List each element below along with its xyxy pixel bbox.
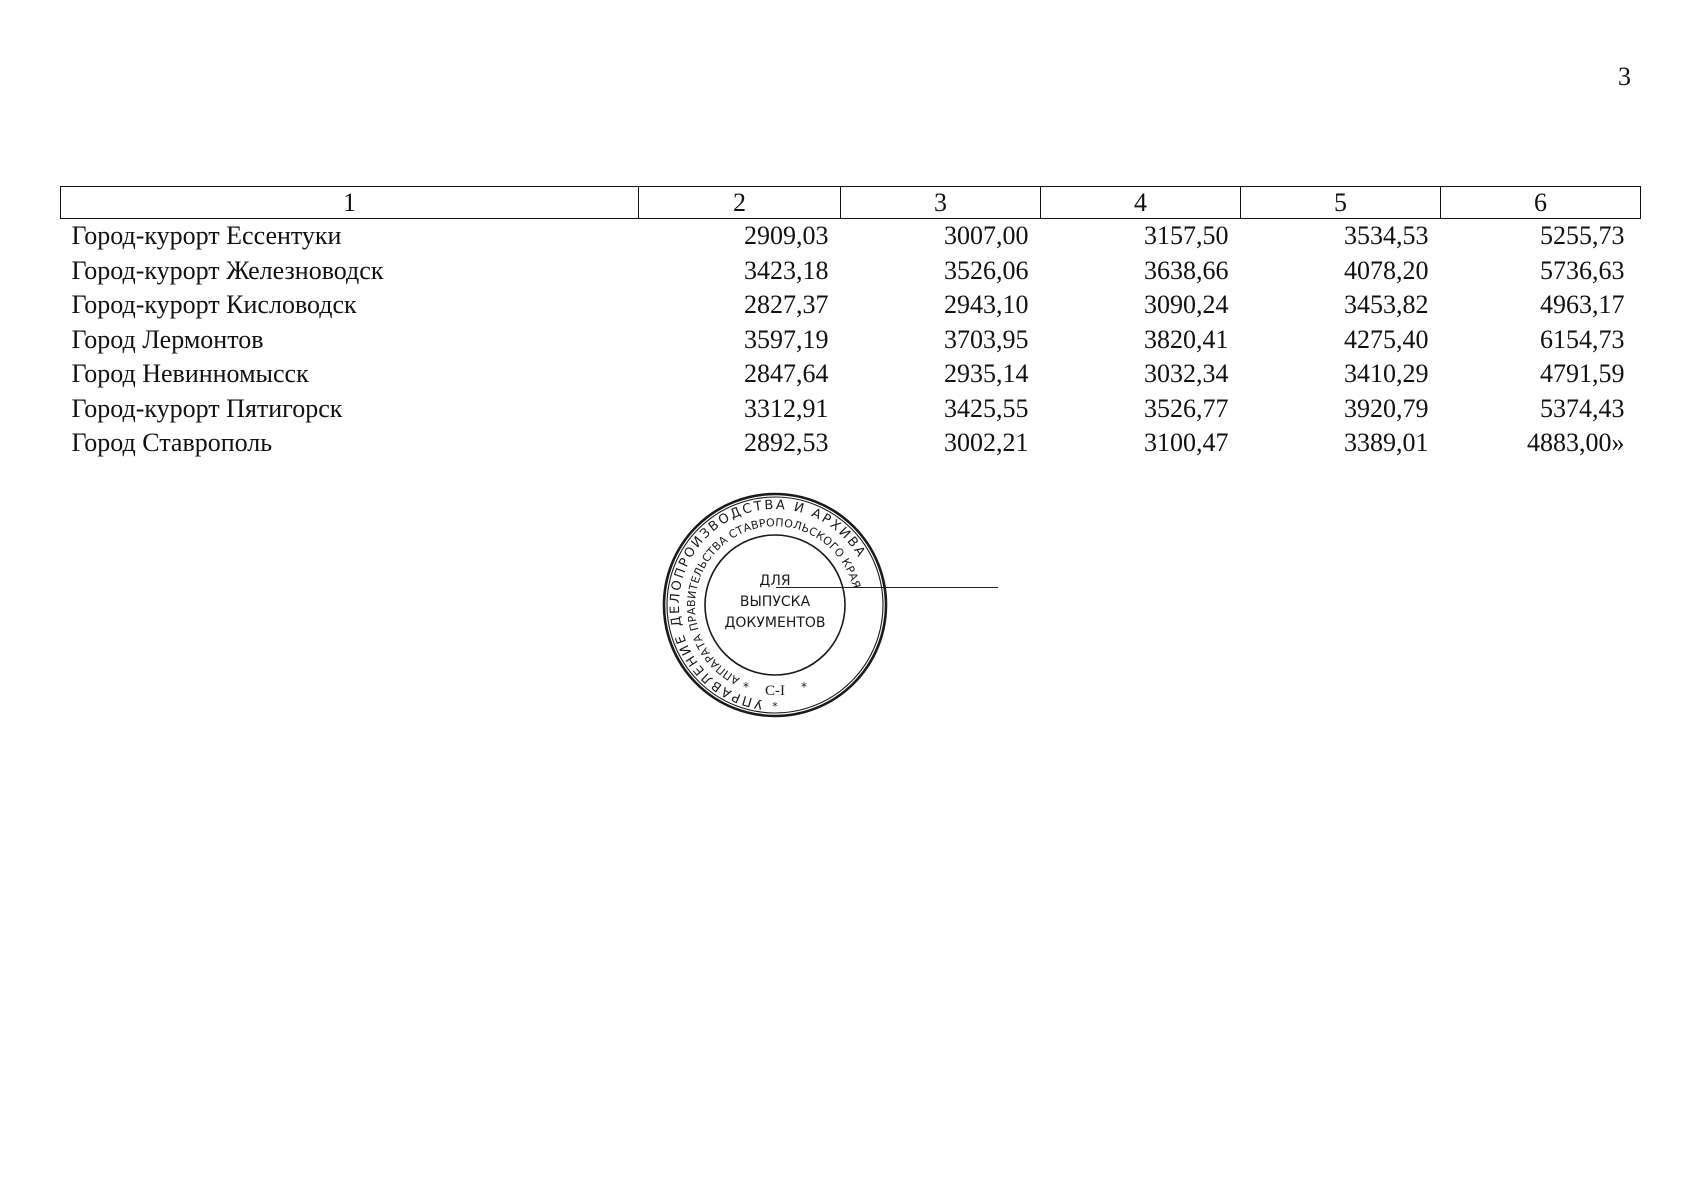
value-cell: 3389,01 <box>1344 428 1429 458</box>
value-cell: 3526,06 <box>944 255 1029 285</box>
stamp-star-bottom-icon: * <box>772 700 778 713</box>
value-cell: 3157,50 <box>1144 221 1229 251</box>
value-cell: 3425,55 <box>944 393 1029 423</box>
stamp-code: С-I <box>765 683 785 699</box>
page-number: 3 <box>1618 62 1631 91</box>
value-cell: 3090,24 <box>1144 290 1229 320</box>
value-cell: 3002,21 <box>944 428 1029 458</box>
value-cell: 2892,53 <box>744 428 829 458</box>
city-name-cell: Город-курорт Железноводск <box>71 255 384 285</box>
value-cell: 4275,40 <box>1344 324 1429 354</box>
value-cell: 3312,91 <box>744 393 829 423</box>
column-header: 5 <box>1241 187 1441 219</box>
value-cell: 4883,00» <box>1527 428 1625 458</box>
data-table <box>60 186 1641 461</box>
stamp-inner-text: АППАРАТА ПРАВИТЕЛЬСТВА СТАВРОПОЛЬСКОГО КРАЯ <box>684 516 863 688</box>
value-cell: 2847,64 <box>744 359 829 389</box>
value-cell: 5374,43 <box>1540 393 1625 423</box>
table-row <box>61 357 1641 392</box>
value-cell: 2943,10 <box>944 290 1029 320</box>
column-header: 4 <box>1041 187 1241 219</box>
table-row <box>61 426 1641 461</box>
city-name-cell: Город Ставрополь <box>71 428 273 458</box>
table-row <box>61 254 1641 289</box>
value-cell: 3032,34 <box>1144 359 1229 389</box>
stamp-outer-text: УПРАВЛЕНИЕ ДЕЛОПРОИЗВОДСТВА И АРХИВА <box>667 497 869 712</box>
value-cell: 4791,59 <box>1540 359 1625 389</box>
city-name-cell: Город Лермонтов <box>71 324 264 354</box>
value-cell: 6154,73 <box>1540 324 1625 354</box>
stamp-center-line-1: ДЛЯ <box>759 573 791 589</box>
table-row <box>61 288 1641 323</box>
value-cell: 2935,14 <box>944 359 1029 389</box>
value-cell: 3100,47 <box>1144 428 1229 458</box>
value-cell: 3007,00 <box>944 221 1029 251</box>
value-cell: 3920,79 <box>1344 393 1429 423</box>
value-cell: 3410,29 <box>1344 359 1429 389</box>
table-row <box>61 219 1641 254</box>
value-cell: 5736,63 <box>1540 255 1625 285</box>
stamp-center-line-2: ВЫПУСКА <box>739 594 811 610</box>
value-cell: 5255,73 <box>1540 221 1625 251</box>
city-name-cell: Город-курорт Ессентуки <box>71 221 342 251</box>
stamp-center-line-3: ДОКУМЕНТОВ <box>724 615 826 631</box>
value-cell: 3453,82 <box>1344 290 1429 320</box>
column-header: 3 <box>841 187 1041 219</box>
official-stamp <box>660 490 890 720</box>
stamp-star-left-icon: * <box>743 680 749 694</box>
city-name-cell: Город-курорт Кисловодск <box>71 290 357 320</box>
value-cell: 3534,53 <box>1344 221 1429 251</box>
city-name-cell: Город-курорт Пятигорск <box>71 393 343 423</box>
stamp-star-right-icon: * <box>801 680 807 694</box>
value-cell: 2909,03 <box>744 221 829 251</box>
column-header: 1 <box>61 187 639 219</box>
column-header: 2 <box>639 187 841 219</box>
table-row <box>61 392 1641 427</box>
value-cell: 3703,95 <box>944 324 1029 354</box>
value-cell: 3638,66 <box>1144 255 1229 285</box>
value-cell: 3423,18 <box>744 255 829 285</box>
value-cell: 2827,37 <box>744 290 829 320</box>
column-header: 6 <box>1441 187 1641 219</box>
city-name-cell: Город Невинномысск <box>71 359 309 389</box>
value-cell: 4963,17 <box>1540 290 1625 320</box>
table-header-row <box>61 187 1641 219</box>
value-cell: 3820,41 <box>1144 324 1229 354</box>
table-row <box>61 323 1641 358</box>
value-cell: 3597,19 <box>744 324 829 354</box>
value-cell: 4078,20 <box>1344 255 1429 285</box>
value-cell: 3526,77 <box>1144 393 1229 423</box>
